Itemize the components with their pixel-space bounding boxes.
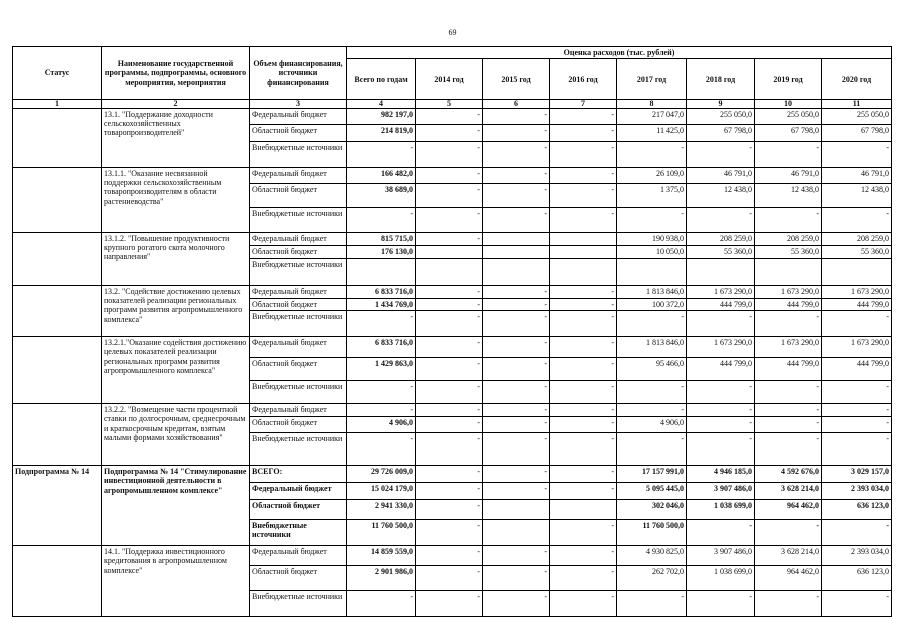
year-value-cell: - — [755, 142, 822, 168]
year-value-cell: - — [550, 286, 617, 299]
funding-source-cell: Областной бюджет — [250, 299, 347, 311]
year-value-cell: - — [550, 184, 617, 208]
column-number: 1 — [13, 100, 102, 109]
year-value-cell: 636 123,0 — [822, 500, 892, 520]
activity-name-cell: 13.2.1."Оказание содействия достижению целевых показателей реализации региональных программ развития агропромышленного комплекса" — [102, 337, 250, 404]
year-value-cell: 1 673 290,0 — [822, 286, 892, 299]
year-value-cell: 12 438,0 — [687, 184, 755, 208]
year-value-cell: 55 360,0 — [687, 246, 755, 259]
total-value-cell: 1 429 863,0 — [347, 358, 416, 381]
year-value-cell: - — [416, 286, 483, 299]
total-value-cell: 166 482,0 — [347, 168, 416, 184]
year-value-cell: - — [755, 208, 822, 233]
year-value-cell: - — [483, 591, 550, 617]
year-value-cell: - — [550, 142, 617, 168]
total-value-cell: - — [347, 381, 416, 404]
year-value-cell: 444 799,0 — [687, 299, 755, 311]
status-cell — [13, 109, 102, 168]
funding-source-cell: Областной бюджет — [250, 500, 347, 520]
funding-source-cell: Областной бюджет — [250, 417, 347, 433]
year-value-cell: - — [617, 208, 687, 233]
year-value-cell: - — [550, 358, 617, 381]
total-value-cell: 6 833 716,0 — [347, 286, 416, 299]
status-cell — [13, 168, 102, 233]
status-cell — [13, 286, 102, 337]
year-value-cell: 444 799,0 — [755, 358, 822, 381]
year-value-cell: - — [822, 311, 892, 337]
year-value-cell: 3 907 486,0 — [687, 483, 755, 500]
year-value-cell: 55 360,0 — [755, 246, 822, 259]
header-year: 2015 год — [483, 59, 550, 100]
funding-source-cell: Внебюджетные источники — [250, 259, 347, 286]
total-value-cell: - — [347, 404, 416, 417]
table-row — [13, 546, 892, 566]
year-value-cell — [550, 500, 617, 520]
year-value-cell: 3 628 214,0 — [755, 546, 822, 566]
column-number-row — [13, 100, 892, 109]
status-cell — [13, 337, 102, 404]
year-value-cell: - — [687, 311, 755, 337]
year-value-cell: - — [550, 520, 617, 546]
year-value-cell: - — [416, 109, 483, 125]
year-value-cell: - — [550, 109, 617, 125]
column-number: 7 — [550, 100, 617, 109]
column-number: 8 — [617, 100, 687, 109]
year-value-cell: - — [822, 433, 892, 466]
year-value-cell: - — [483, 286, 550, 299]
year-value-cell: 636 123,0 — [822, 566, 892, 591]
year-value-cell: - — [550, 381, 617, 404]
table-row — [13, 286, 892, 299]
table-row — [13, 109, 892, 125]
year-value-cell: - — [550, 433, 617, 466]
year-value-cell: - — [550, 404, 617, 417]
year-value-cell: - — [483, 466, 550, 483]
column-number: 10 — [755, 100, 822, 109]
year-value-cell: 3 907 486,0 — [687, 546, 755, 566]
year-value-cell: 1 673 290,0 — [687, 286, 755, 299]
year-value-cell: - — [822, 591, 892, 617]
budget-table — [12, 46, 892, 617]
header-year: 2016 год — [550, 59, 617, 100]
year-value-cell: - — [755, 311, 822, 337]
year-value-cell: 55 360,0 — [822, 246, 892, 259]
page-number: 69 — [448, 28, 457, 37]
year-value-cell: - — [550, 591, 617, 617]
header-year: 2017 год — [617, 59, 687, 100]
funding-source-cell: Федеральный бюджет — [250, 483, 347, 500]
year-value-cell — [687, 259, 755, 286]
year-value-cell: - — [483, 299, 550, 311]
year-value-cell: - — [687, 591, 755, 617]
year-value-cell: 1 673 290,0 — [687, 337, 755, 358]
year-value-cell: - — [416, 500, 483, 520]
total-value-cell: - — [347, 591, 416, 617]
year-value-cell: 444 799,0 — [822, 299, 892, 311]
year-value-cell: - — [550, 483, 617, 500]
year-value-cell — [483, 500, 550, 520]
year-value-cell: 12 438,0 — [755, 184, 822, 208]
year-value-cell: 100 372,0 — [617, 299, 687, 311]
year-value-cell: - — [416, 404, 483, 417]
year-value-cell: - — [687, 433, 755, 466]
year-value-cell: - — [416, 125, 483, 142]
year-value-cell: - — [755, 520, 822, 546]
funding-source-cell: Областной бюджет — [250, 566, 347, 591]
year-value-cell: 262 702,0 — [617, 566, 687, 591]
funding-source-cell: Внебюджетные источники — [250, 433, 347, 466]
year-value-cell: 1 813 846,0 — [617, 337, 687, 358]
activity-name-cell: 13.2. "Содействие достижению целевых показателей реализации региональных программ развития агропромышленного комплекса" — [102, 286, 250, 337]
year-value-cell: 1 375,0 — [617, 184, 687, 208]
year-value-cell: 67 798,0 — [822, 125, 892, 142]
year-value-cell: - — [483, 142, 550, 168]
funding-source-cell: Федеральный бюджет — [250, 337, 347, 358]
year-value-cell: - — [416, 591, 483, 617]
year-value-cell: 11 425,0 — [617, 125, 687, 142]
year-value-cell: - — [416, 168, 483, 184]
year-value-cell: - — [483, 311, 550, 337]
activity-name-cell: 13.1. "Поддержание доходности сельскохозяйственных товаропроизводителей" — [102, 109, 250, 168]
header-estimate: Оценка расходов (тыс. рублей) — [347, 47, 892, 59]
total-value-cell: - — [347, 433, 416, 466]
header-year: 2018 год — [687, 59, 755, 100]
status-cell — [13, 404, 102, 466]
year-value-cell: 255 050,0 — [687, 109, 755, 125]
column-number: 11 — [822, 100, 892, 109]
year-value-cell: - — [617, 142, 687, 168]
year-value-cell: - — [483, 125, 550, 142]
year-value-cell: - — [416, 546, 483, 566]
year-value-cell: 208 259,0 — [687, 233, 755, 246]
year-value-cell: - — [483, 337, 550, 358]
year-value-cell: - — [822, 417, 892, 433]
year-value-cell: 302 046,0 — [617, 500, 687, 520]
year-value-cell: - — [822, 381, 892, 404]
header-total: Всего по годам — [347, 59, 416, 100]
year-value-cell: - — [687, 417, 755, 433]
total-value-cell: 15 024 179,0 — [347, 483, 416, 500]
total-value-cell: 6 833 716,0 — [347, 337, 416, 358]
year-value-cell — [617, 259, 687, 286]
column-number: 6 — [483, 100, 550, 109]
funding-source-cell: Областной бюджет — [250, 246, 347, 259]
year-value-cell: - — [550, 208, 617, 233]
year-value-cell: - — [755, 417, 822, 433]
status-cell — [13, 546, 102, 617]
year-value-cell: - — [550, 337, 617, 358]
year-value-cell: - — [687, 520, 755, 546]
total-value-cell: 176 130,0 — [347, 246, 416, 259]
activity-name-cell: 13.1.1. "Оказание несвязанной поддержки сельскохозяйственным товаропроизводителям в области растениеводства" — [102, 168, 250, 233]
year-value-cell — [483, 520, 550, 546]
year-value-cell: 4 946 185,0 — [687, 466, 755, 483]
year-value-cell: - — [416, 337, 483, 358]
header-name: Наименование государственной программы, подпрограммы, основного мероприятия, мероприятия — [102, 47, 250, 100]
year-value-cell: 12 438,0 — [822, 184, 892, 208]
funding-source-cell: Областной бюджет — [250, 184, 347, 208]
total-value-cell: - — [347, 208, 416, 233]
total-value-cell: 14 859 559,0 — [347, 546, 416, 566]
year-value-cell: - — [483, 168, 550, 184]
funding-source-cell: Областной бюджет — [250, 125, 347, 142]
funding-source-cell: Внебюджетные источники — [250, 520, 347, 546]
year-value-cell: - — [755, 404, 822, 417]
year-value-cell: 190 938,0 — [617, 233, 687, 246]
year-value-cell: - — [416, 299, 483, 311]
column-number: 3 — [250, 100, 347, 109]
year-value-cell: - — [550, 566, 617, 591]
funding-source-cell: Федеральный бюджет — [250, 286, 347, 299]
year-value-cell: - — [550, 417, 617, 433]
year-value-cell: 444 799,0 — [822, 358, 892, 381]
year-value-cell — [483, 259, 550, 286]
year-value-cell: - — [483, 184, 550, 208]
funding-source-cell: Внебюджетные источники — [250, 208, 347, 233]
year-value-cell: 67 798,0 — [755, 125, 822, 142]
header-year: 2020 год — [822, 59, 892, 100]
year-value-cell: - — [416, 311, 483, 337]
year-value-cell: 208 259,0 — [755, 233, 822, 246]
year-value-cell: 46 791,0 — [755, 168, 822, 184]
year-value-cell: - — [416, 483, 483, 500]
funding-source-cell: Федеральный бюджет — [250, 233, 347, 246]
year-value-cell: - — [483, 417, 550, 433]
column-number: 5 — [416, 100, 483, 109]
year-value-cell: 1 673 290,0 — [755, 286, 822, 299]
year-value-cell: - — [483, 433, 550, 466]
year-value-cell: - — [822, 520, 892, 546]
table-row — [13, 466, 892, 483]
year-value-cell: 255 050,0 — [822, 109, 892, 125]
year-value-cell — [550, 233, 617, 246]
year-value-cell: 46 791,0 — [687, 168, 755, 184]
total-value-cell: 29 726 009,0 — [347, 466, 416, 483]
year-value-cell: - — [416, 566, 483, 591]
status-cell: Подпрограмма № 14 — [13, 466, 102, 546]
year-value-cell: - — [550, 125, 617, 142]
year-value-cell: 10 050,0 — [617, 246, 687, 259]
year-value-cell: - — [416, 381, 483, 404]
year-value-cell: 217 047,0 — [617, 109, 687, 125]
year-value-cell: - — [416, 208, 483, 233]
year-value-cell: - — [755, 381, 822, 404]
table-row — [13, 337, 892, 358]
year-value-cell: - — [550, 299, 617, 311]
year-value-cell: - — [822, 208, 892, 233]
year-value-cell: 4 906,0 — [617, 417, 687, 433]
table-row — [13, 233, 892, 246]
year-value-cell: - — [416, 433, 483, 466]
year-value-cell: - — [687, 142, 755, 168]
year-value-cell: 1 673 290,0 — [822, 337, 892, 358]
year-value-cell: - — [687, 381, 755, 404]
year-value-cell: - — [617, 404, 687, 417]
year-value-cell: - — [822, 142, 892, 168]
total-value-cell: 1 434 769,0 — [347, 299, 416, 311]
year-value-cell: - — [483, 358, 550, 381]
year-value-cell: - — [550, 311, 617, 337]
funding-source-cell: Федеральный бюджет — [250, 109, 347, 125]
year-value-cell: - — [755, 433, 822, 466]
year-value-cell — [416, 246, 483, 259]
activity-name-cell: 14.1. "Поддержка инвестиционного кредитования в агропромышленном комплексе" — [102, 546, 250, 617]
header-year: 2014 год — [416, 59, 483, 100]
year-value-cell: 17 157 991,0 — [617, 466, 687, 483]
year-value-cell: 3 628 214,0 — [755, 483, 822, 500]
total-value-cell: - — [347, 142, 416, 168]
year-value-cell: - — [416, 184, 483, 208]
year-value-cell: - — [617, 311, 687, 337]
funding-source-cell: Внебюджетные источники — [250, 381, 347, 404]
total-value-cell: 2 901 986,0 — [347, 566, 416, 591]
year-value-cell: 1 673 290,0 — [755, 337, 822, 358]
year-value-cell: - — [416, 358, 483, 381]
table-body — [13, 109, 892, 617]
table-row — [13, 404, 892, 417]
year-value-cell — [483, 246, 550, 259]
year-value-cell: - — [755, 591, 822, 617]
year-value-cell: 208 259,0 — [822, 233, 892, 246]
table-row — [13, 168, 892, 184]
year-value-cell: - — [483, 404, 550, 417]
funding-source-cell: Внебюджетные источники — [250, 591, 347, 617]
year-value-cell: 1 038 699,0 — [687, 566, 755, 591]
year-value-cell: - — [483, 483, 550, 500]
funding-source-cell: Областной бюджет — [250, 358, 347, 381]
total-value-cell: 214 819,0 — [347, 125, 416, 142]
year-value-cell: 444 799,0 — [687, 358, 755, 381]
year-value-cell — [550, 246, 617, 259]
total-value-cell: 38 689,0 — [347, 184, 416, 208]
year-value-cell: - — [416, 142, 483, 168]
year-value-cell: 444 799,0 — [755, 299, 822, 311]
year-value-cell: 3 029 157,0 — [822, 466, 892, 483]
year-value-cell: - — [416, 466, 483, 483]
year-value-cell: - — [550, 466, 617, 483]
total-value-cell: 982 197,0 — [347, 109, 416, 125]
year-value-cell: - — [416, 233, 483, 246]
total-value-cell: - — [347, 311, 416, 337]
year-value-cell: 2 393 034,0 — [822, 483, 892, 500]
year-value-cell: - — [416, 417, 483, 433]
funding-source-cell: Федеральный бюджет — [250, 404, 347, 417]
year-value-cell: - — [483, 109, 550, 125]
header-status: Статус — [13, 47, 102, 100]
year-value-cell: - — [550, 168, 617, 184]
year-value-cell: 964 462,0 — [755, 566, 822, 591]
funding-source-cell: Внебюджетные источники — [250, 142, 347, 168]
year-value-cell — [822, 259, 892, 286]
year-value-cell: - — [483, 566, 550, 591]
year-value-cell: - — [483, 546, 550, 566]
year-value-cell: - — [687, 208, 755, 233]
funding-source-cell: Внебюджетные источники — [250, 311, 347, 337]
year-value-cell — [755, 259, 822, 286]
column-number: 9 — [687, 100, 755, 109]
header-year: 2019 год — [755, 59, 822, 100]
year-value-cell: - — [617, 591, 687, 617]
total-value-cell: 11 760 500,0 — [347, 520, 416, 546]
year-value-cell: 95 466,0 — [617, 358, 687, 381]
year-value-cell: - — [416, 520, 483, 546]
year-value-cell: - — [617, 381, 687, 404]
activity-name-cell: 13.2.2. "Возмещение части процентной ставки по долгосрочным, среднесрочным и краткосрочным кредитам, взятым малыми формами хозяйствования" — [102, 404, 250, 466]
year-value-cell — [550, 259, 617, 286]
funding-source-cell: Федеральный бюджет — [250, 546, 347, 566]
year-value-cell: 1 038 699,0 — [687, 500, 755, 520]
year-value-cell: - — [483, 208, 550, 233]
year-value-cell: 4 930 825,0 — [617, 546, 687, 566]
year-value-cell: - — [483, 381, 550, 404]
activity-name-cell: 13.1.2. "Повышение продуктивности крупного рогатого скота молочного направления" — [102, 233, 250, 286]
year-value-cell: - — [687, 404, 755, 417]
year-value-cell: - — [822, 404, 892, 417]
funding-source-cell: Федеральный бюджет — [250, 168, 347, 184]
activity-name-cell: Подпрограмма № 14 "Стимулирование инвестиционной деятельности в агропромышленном комплексе" — [102, 466, 250, 546]
year-value-cell: - — [617, 433, 687, 466]
funding-source-cell: ВСЕГО: — [250, 466, 347, 483]
column-number: 4 — [347, 100, 416, 109]
total-value-cell: 2 941 330,0 — [347, 500, 416, 520]
year-value-cell: 26 109,0 — [617, 168, 687, 184]
year-value-cell: - — [550, 546, 617, 566]
total-value-cell: 4 906,0 — [347, 417, 416, 433]
year-value-cell: 964 462,0 — [755, 500, 822, 520]
year-value-cell — [483, 233, 550, 246]
header-volume: Объем финансирования, источники финансирования — [250, 47, 347, 100]
status-cell — [13, 233, 102, 286]
year-value-cell: 11 760 500,0 — [617, 520, 687, 546]
year-value-cell: 46 791,0 — [822, 168, 892, 184]
year-value-cell: 2 393 034,0 — [822, 546, 892, 566]
column-number: 2 — [102, 100, 250, 109]
total-value-cell — [347, 259, 416, 286]
year-value-cell: 4 592 676,0 — [755, 466, 822, 483]
year-value-cell — [416, 259, 483, 286]
year-value-cell: 1 813 846,0 — [617, 286, 687, 299]
year-value-cell: 5 095 445,0 — [617, 483, 687, 500]
year-value-cell: 67 798,0 — [687, 125, 755, 142]
total-value-cell: 815 715,0 — [347, 233, 416, 246]
year-value-cell: 255 050,0 — [755, 109, 822, 125]
